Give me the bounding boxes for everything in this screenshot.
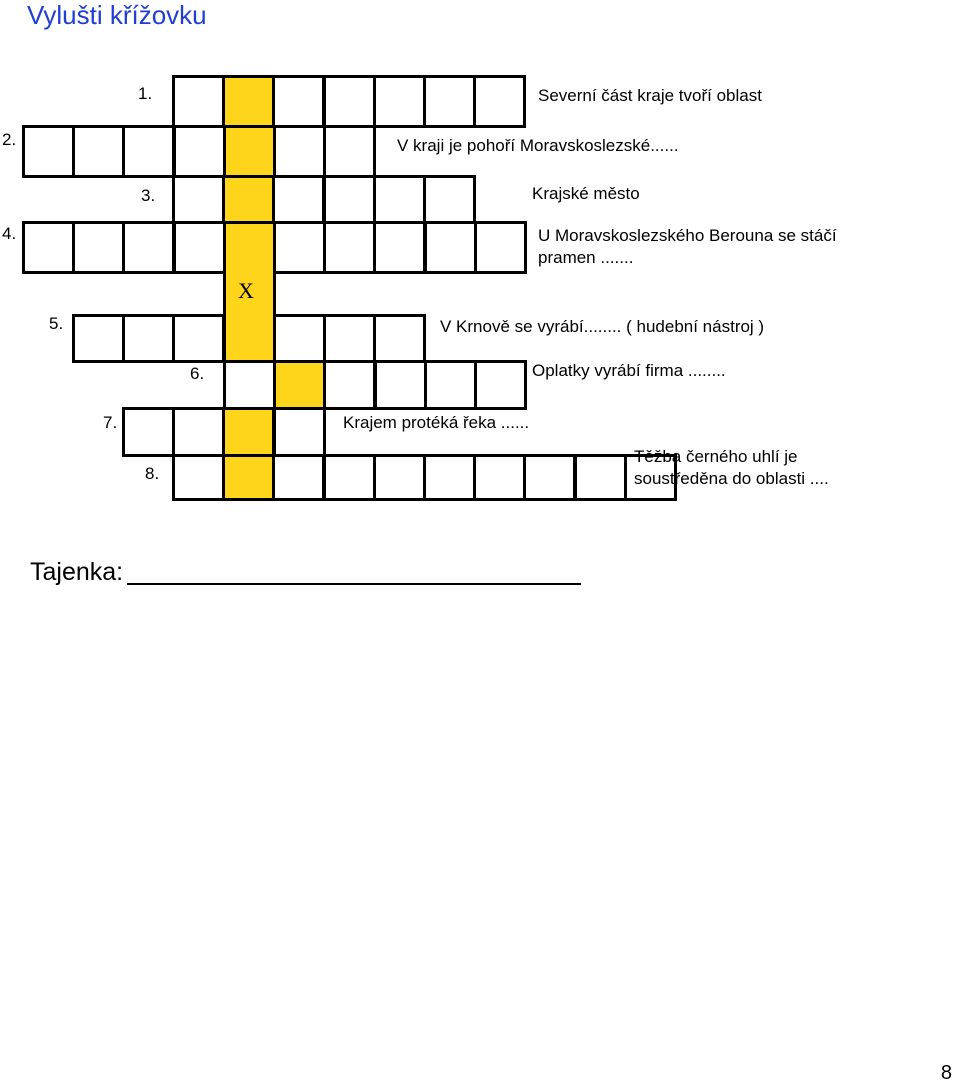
clue-6: Oplatky vyrábí firma ........	[532, 361, 726, 380]
cell-row8-2[interactable]	[222, 454, 275, 501]
cell-row4-10[interactable]	[474, 221, 527, 274]
cell-row6-6[interactable]	[474, 360, 527, 410]
cell-row2-3[interactable]	[122, 125, 175, 178]
clue-2: V kraji je pohoří Moravskoslezské......	[397, 136, 679, 155]
cell-row8-9[interactable]	[574, 454, 627, 501]
cell-row4-8[interactable]	[373, 221, 426, 274]
cell-row8-4[interactable]	[323, 454, 376, 501]
cell-row6-1[interactable]	[223, 360, 276, 410]
cell-row1-6[interactable]	[423, 75, 476, 128]
cell-row1-1[interactable]	[172, 75, 225, 128]
cell-row2-7[interactable]	[323, 125, 376, 178]
cell-row4-5[interactable]	[223, 221, 276, 274]
cell-row4-9[interactable]	[424, 221, 477, 274]
cell-row1-4[interactable]	[323, 75, 376, 128]
cell-row7-1[interactable]	[122, 407, 175, 457]
cell-row5-4[interactable]	[223, 314, 276, 363]
cell-row4-7[interactable]	[323, 221, 376, 274]
row-number-3: 3.	[141, 186, 156, 205]
cell-row4-3[interactable]	[122, 221, 175, 274]
cell-row3-2[interactable]	[222, 175, 275, 224]
answer-label: Tajenka:	[30, 558, 124, 586]
cell-row6-3[interactable]	[323, 360, 376, 410]
row-number-2: 2.	[2, 130, 17, 149]
cell-row6-2[interactable]	[273, 360, 326, 410]
cell-row6-4[interactable]	[374, 360, 427, 410]
cell-row8-1[interactable]	[172, 454, 225, 501]
clue-7: Krajem protéká řeka ......	[343, 413, 530, 432]
cell-row3-4[interactable]	[323, 175, 376, 224]
cell-row4-2[interactable]	[72, 221, 125, 274]
cell-row1-3[interactable]	[272, 75, 325, 128]
cell-row8-3[interactable]	[272, 454, 325, 501]
row-number-1: 1.	[138, 84, 153, 103]
clue-8: Těžba černého uhlí je soustředěna do oblasti ....	[634, 447, 829, 488]
clue-4: U Moravskoslezského Berouna se stáčí pramen .......	[538, 226, 837, 267]
cell-row2-4[interactable]	[173, 125, 226, 178]
cell-row7-4[interactable]	[273, 407, 326, 457]
cell-row6-5[interactable]	[424, 360, 477, 410]
clue-3: Krajské město	[532, 184, 640, 203]
cell-row3-5[interactable]	[373, 175, 426, 224]
cell-row5-7[interactable]	[373, 314, 426, 363]
cell-row5-5[interactable]	[273, 314, 326, 363]
cell-row8-7[interactable]	[473, 454, 526, 501]
cell-row7-3[interactable]	[222, 407, 275, 457]
row-number-6: 6.	[190, 364, 205, 383]
cell-row1-5[interactable]	[373, 75, 426, 128]
page-number: 8	[940, 1062, 952, 1084]
cell-row7-2[interactable]	[172, 407, 225, 457]
cell-row5-2[interactable]	[122, 314, 175, 363]
page-title: Vylušti křížovku	[27, 0, 207, 30]
cell-row8-8[interactable]	[523, 454, 576, 501]
row-number-5: 5.	[49, 314, 64, 333]
row-number-4: 4.	[2, 224, 17, 243]
cell-row4-4[interactable]	[173, 221, 226, 274]
cell-row5-1[interactable]	[72, 314, 125, 363]
cell-row2-2[interactable]	[72, 125, 125, 178]
cell-row2-6[interactable]	[273, 125, 326, 178]
cell-row3-3[interactable]	[272, 175, 325, 224]
cell-row2-5[interactable]	[223, 125, 276, 178]
cell-row1-2[interactable]	[222, 75, 275, 128]
answer-line[interactable]	[127, 583, 581, 585]
cell-row8-6[interactable]	[423, 454, 476, 501]
cell-row5-3[interactable]	[172, 314, 225, 363]
cell-row4-1[interactable]	[22, 221, 75, 274]
row-number-8: 8.	[145, 464, 160, 483]
cell-row3-6[interactable]	[423, 175, 476, 224]
cell-row1-7[interactable]	[473, 75, 526, 128]
row-number-7: 7.	[103, 413, 118, 432]
clue-5: V Krnově se vyrábí........ ( hudební nástroj )	[440, 317, 765, 336]
cell-row2-1[interactable]	[22, 125, 75, 178]
cell-row3-1[interactable]	[172, 175, 225, 224]
clue-1: Severní část kraje tvoří oblast	[538, 86, 762, 105]
x-mark: X	[238, 278, 254, 303]
cell-row5-6[interactable]	[323, 314, 376, 363]
cell-row4-6[interactable]	[273, 221, 326, 274]
cell-row8-5[interactable]	[373, 454, 426, 501]
